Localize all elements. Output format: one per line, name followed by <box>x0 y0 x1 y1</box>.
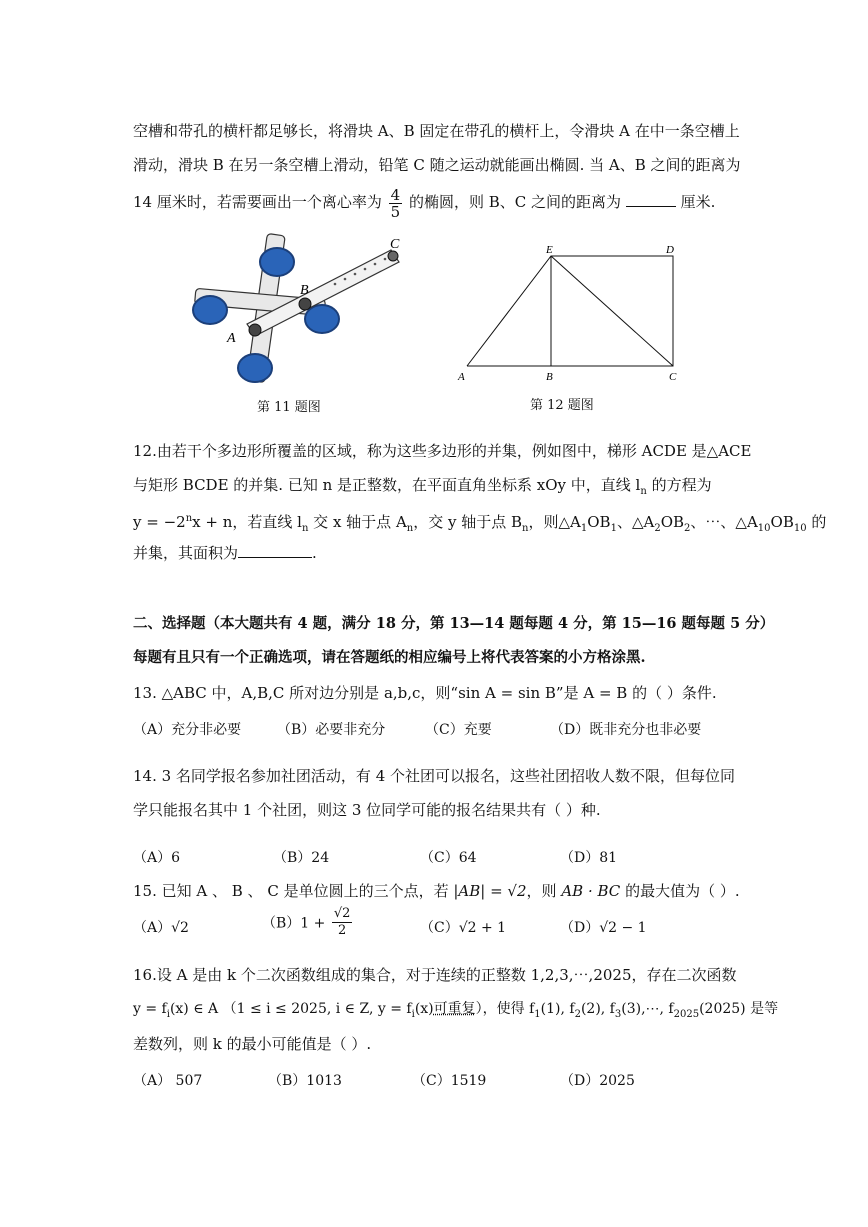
label-a: A <box>227 331 236 346</box>
wheel-bottom <box>238 354 272 382</box>
q16-option-a[interactable]: （A） 507 <box>133 1073 203 1089</box>
q15-option-a[interactable]: （A）√2 <box>133 920 189 936</box>
option-b-fraction: $\frac{√2}{2}$ <box>333 906 351 938</box>
q14-option-d[interactable]: （D）81 <box>560 850 618 866</box>
wheel-right <box>305 305 339 333</box>
q11-line-2: 滑动，滑块 B 在另一条空槽上滑动，铅笔 C 随之运动就能画出椭圆. 当 A、B 之间的距离为 <box>133 156 741 174</box>
section-2-instruction: 每题有且只有一个正确选项，请在答题纸的相应编号上将代表答案的小方格涂黑. <box>133 649 646 666</box>
vector-ab-magnitude: |AB| = √2 <box>453 882 527 900</box>
q11-line-3-text-a: 14 厘米时，若需要画出一个离心率为 <box>133 193 382 211</box>
slider-b <box>299 298 311 310</box>
q13-option-b[interactable]: （B）必要非充分 <box>277 722 386 738</box>
q16-option-b[interactable]: （B）1013 <box>268 1073 342 1089</box>
label-a: A <box>458 371 465 383</box>
q14-line-1: 14. 3 名同学报名参加社团活动，有 4 个社团可以报名，这些社团招收人数不限，但每位同 <box>133 767 736 785</box>
q11-line-3-text-c: 厘米. <box>680 193 716 211</box>
q13-option-d[interactable]: （D）既非充分也非必要 <box>550 722 702 738</box>
fraction-denominator: 5 <box>390 202 401 221</box>
slider-a <box>249 324 261 336</box>
figure-11-ellipse-device <box>185 232 415 392</box>
q13-option-a[interactable]: （A）充分非必要 <box>133 722 242 738</box>
label-c: C <box>669 371 677 383</box>
q14-line-2: 学只能报名其中 1 个社团，则这 3 位同学可能的报名结果共有（ ）种. <box>133 801 601 819</box>
q13-option-c[interactable]: （C）充要 <box>425 722 492 738</box>
label-b: B <box>300 283 309 298</box>
q16-line-1: 16.设 A 是由 k 个二次函数组成的集合，对于连续的正整数 1,2,3,⋯,2025，存在二次函数 <box>133 966 737 984</box>
figure-12-trapezoid <box>455 246 695 386</box>
q12-line-3: $y = -2^nx + n$，若直线 $l_n$ 交 x 轴于点 $A_n$，交 y 轴于点 $B_n$，则$\triangle A_1OB_1$、$\triangle A_2OB_2$、⋯、$\triangle A_{10}OB_{10}$ 的 <box>133 513 827 534</box>
q16-line-2: $y = f_i(x)$ ∈ A （1 ≤ i ≤ 2025, i ∈ Z, $y = f_i(x)$可重复），使得 $f_1(1)$, $f_2(2)$, $f_3(3),\cdots$, $f_{2025}(2025)$ 是等 <box>133 1001 779 1020</box>
label-b: B <box>546 371 553 383</box>
q11-line-3-text-b: 的椭圆，则 B、C 之间的距离为 <box>408 193 622 211</box>
answer-blank-q12[interactable] <box>238 543 312 558</box>
q16-line-3: 差数列，则 k 的最小可能值是（ ）. <box>133 1035 372 1053</box>
repeatable-note: 可重复 <box>433 1001 476 1017</box>
wheel-top <box>260 248 294 276</box>
q13-stem: 13. △ABC 中，A,B,C 所对边分别是 a,b,c，则“sin A = sin B”是 A = B 的（ ）条件. <box>133 684 717 702</box>
q16-option-d[interactable]: （D）2025 <box>560 1073 635 1089</box>
figure-12-caption: 第 12 题图 <box>530 398 594 413</box>
figure-11-caption: 第 11 题图 <box>257 400 321 415</box>
q14-option-b[interactable]: （B）24 <box>273 850 330 866</box>
wheel-left <box>193 296 227 324</box>
q15-option-b[interactable]: （B）1 + $\frac{√2}{2}$ <box>262 906 351 938</box>
answer-blank-q11[interactable] <box>626 192 676 207</box>
q16-option-c[interactable]: （C）1519 <box>412 1073 487 1089</box>
label-d: D <box>666 244 674 256</box>
segment-ec <box>551 256 673 366</box>
label-c: C <box>390 237 400 252</box>
vector-dot-product: AB · BC <box>561 882 621 900</box>
q15-option-d[interactable]: （D）√2 − 1 <box>560 920 647 936</box>
section-2-heading: 二、选择题（本大题共有 4 题，满分 18 分，第 13—14 题每题 4 分，第 15—16 题每题 5 分） <box>133 615 775 632</box>
q12-line-1: 12.由若干个多边形所覆盖的区域，称为这些多边形的并集，例如图中，梯形 ACDE 是△ACE <box>133 442 752 460</box>
q12-line-2: 与矩形 BCDE 的并集. 已知 n 是正整数，在平面直角坐标系 xOy 中，直线 $l_n$ 的方程为 <box>133 476 712 497</box>
eccentricity-fraction <box>389 187 403 220</box>
q14-option-c[interactable]: （C）64 <box>420 850 477 866</box>
q15-stem: 15. 已知 A 、 B 、 C 是单位圆上的三个点，若 |AB| = √2，则 AB · BC 的最大值为（ ）. <box>133 882 740 900</box>
fraction-numerator: 4 <box>390 185 401 204</box>
q12-line-4: 并集，其面积为 . <box>133 544 317 562</box>
q11-line-1: 空槽和带孔的横杆都足够长，将滑块 A、B 固定在带孔的横杆上，令滑块 A 在中一条空槽上 <box>133 122 740 140</box>
label-e: E <box>546 244 553 256</box>
q14-option-a[interactable]: （A）6 <box>133 850 181 866</box>
q15-option-c[interactable]: （C）√2 + 1 <box>420 920 507 936</box>
pencil-c <box>388 251 398 261</box>
q11-line-3 <box>133 182 715 222</box>
